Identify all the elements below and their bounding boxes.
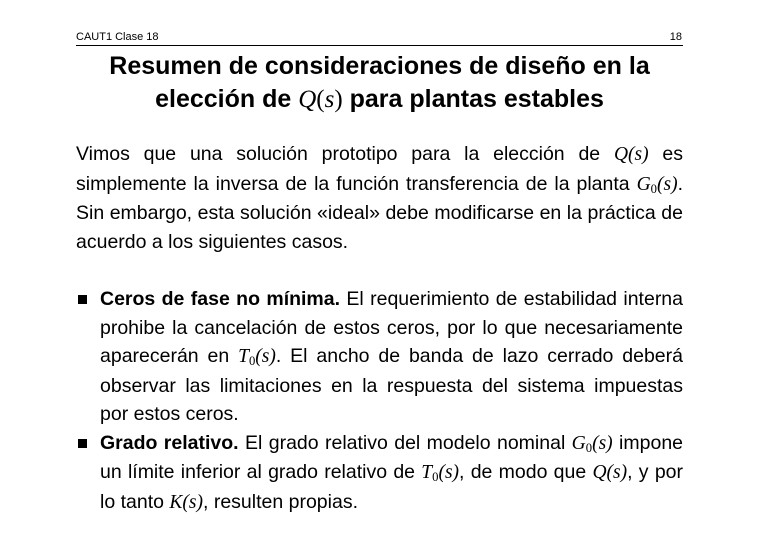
bullet-2-math-g-arg: (s) — [592, 432, 613, 454]
intro-text-1: Vimos que una solución prototipo para la elección de — [76, 143, 614, 165]
bullet-1-math-t-arg: (s) — [255, 346, 276, 367]
intro-math-g-sub: 0 — [650, 181, 657, 196]
title-line-1: Resumen de consideraciones de diseño en la — [109, 52, 650, 80]
header-divider — [76, 45, 683, 46]
bullet-1-math-t: T — [238, 346, 249, 367]
header-page-number: 18 — [669, 31, 682, 43]
bullet-square-icon — [78, 295, 87, 304]
intro-math-g0 — [637, 174, 678, 195]
bullet-2-text-2: impone un límite inferior al grado relativo de — [100, 431, 684, 483]
bullet-2-math-t: T — [421, 462, 433, 483]
bullet-2-text-1: El grado relativo del modelo nominal — [238, 431, 572, 454]
bullet-2-label: Grado relativo. — [100, 431, 239, 454]
bullet-2-math-t-sub: 0 — [432, 470, 439, 485]
intro-text-3: . Sin embargo, esta solución «ideal» debe modificarse en la práctica de acuerdo a los siguientes casos. — [76, 172, 683, 253]
bullet-item-min-phase-zeros — [76, 285, 683, 429]
bullet-1-math-t0 — [238, 346, 276, 367]
bullet-2-math-g: G — [571, 432, 586, 454]
bullet-2-math-t0 — [421, 462, 459, 483]
header-course-label: CAUT1 Clase 18 — [76, 31, 159, 43]
bullet-2-math-k: K(s) — [169, 491, 203, 513]
bullet-1-text-2: . El ancho de banda de lazo cerrado deberá observar las limitaciones en la respuesta del sistema impuestas por estos ceros. — [100, 345, 683, 425]
bullet-2-text-5: , resulten propias. — [202, 490, 358, 513]
bullet-2-math-q: Q(s) — [592, 462, 628, 483]
bullet-item-relative-degree — [76, 429, 683, 518]
bullet-2-math-g0 — [572, 433, 613, 454]
intro-math-g-arg: (s) — [657, 173, 678, 195]
bullet-square-icon — [78, 439, 87, 448]
bullet-1-label: Ceros de fase no mínima. — [100, 288, 341, 310]
intro-math-g: G — [636, 173, 651, 195]
intro-text-2: es simplemente la inversa de la función transferencia de la planta — [76, 143, 684, 195]
bullet-2-text-4: , y por lo tanto — [100, 461, 683, 513]
bullet-2-text-3: , de modo que — [459, 461, 593, 483]
bullet-2-math-t-arg: (s) — [438, 462, 460, 483]
bullet-2-math-g-sub: 0 — [585, 440, 593, 455]
title-math-q-symbol: Q — [298, 86, 317, 113]
title-line-2-prefix: elección de — [155, 85, 299, 113]
slide-title — [76, 50, 683, 116]
bullet-list — [76, 285, 683, 517]
bullet-1-math-t-sub: 0 — [248, 354, 256, 369]
intro-paragraph — [76, 140, 683, 256]
bullet-1-text-1: El requerimiento de estabilidad interna prohibe la cancelación de estos ceros, por lo que necesariamente aparecerán en — [100, 288, 683, 367]
title-line-2-suffix: para plantas estables — [342, 85, 604, 113]
title-math-q: Q(s) — [298, 86, 343, 113]
intro-math-q: Q(s) — [613, 144, 649, 165]
title-math-s-symbol: s — [324, 86, 335, 113]
